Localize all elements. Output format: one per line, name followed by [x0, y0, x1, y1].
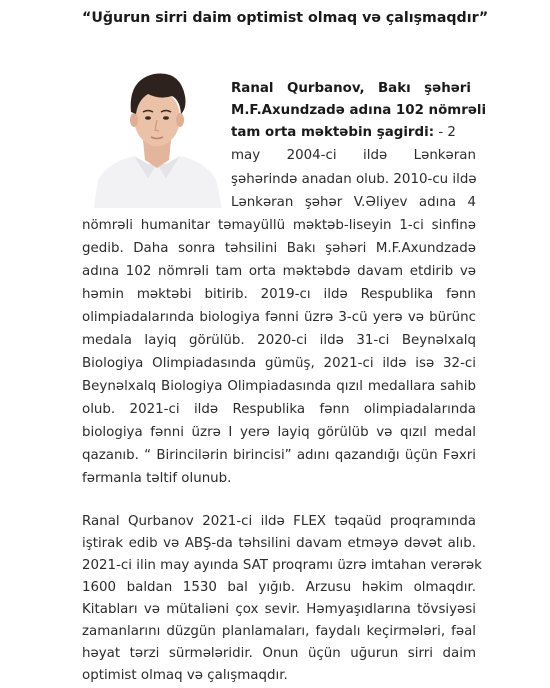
body-line-8: Beynəlxalq Biologiya Olimpiadasında qızıl medallara sahib	[82, 379, 476, 394]
intro-line-1: Ranal Qurbanov, Bakı şəhəri	[231, 81, 471, 96]
p2-line-2: iştirak edib və ABŞ-da təhsilini davam etməyə dəvət alıb.	[82, 536, 476, 551]
body-line-2: gedib. Daha sonra təhsilini Bakı şəhəri M.F.Axundzadə	[82, 241, 476, 256]
p2-line-3: 2021-ci ilin may ayında SAT proqramı üzrə imtahan verərək	[82, 558, 482, 573]
p2-line-8: optimist olmaq və çalışmaqdır.	[82, 668, 288, 683]
narrow-line-1: may 2004-ci ildə Lənkəran	[231, 148, 476, 163]
body-line-9: olub. 2021-ci ildə Respublika fənn olimpiadalarında	[82, 402, 476, 417]
p2-line-5: Kitabları və mütaliəni çox sevir. Həmyaşıdlarına tövsiyəsi	[82, 602, 476, 617]
body-line-10: biologiya fənni üzrə I yerə layiq görülüb və qızıl medal	[82, 425, 476, 440]
p2-line-4: 1600 baldan 1530 bal yığıb. Arzusu həkim olmaqdır.	[82, 580, 476, 595]
p2-line-6: zamanlarını düzgün planlamaları, faydalı keçirmələri, fəal	[82, 624, 476, 639]
intro-line-3-bold: tam orta məktəbin şagirdi:	[231, 125, 435, 140]
body-line-12: fərmanla təltif olunub.	[82, 471, 232, 486]
article-headline: “Uğurun sirri daim optimist olmaq və çalışmaqdır”	[82, 10, 489, 26]
narrow-line-3: Lənkəran şəhər V.Əliyev adına 4	[231, 195, 476, 210]
portrait-photo	[88, 60, 226, 208]
p2-line-1: Ranal Qurbanov 2021-ci ildə FLEX təqaüd proqramında	[82, 514, 476, 529]
intro-line-3	[231, 123, 476, 142]
intro-line-2: M.F.Axundzadə adına 102 nömrəli	[231, 103, 487, 118]
body-line-7: Biologiya Olimpiadasında gümüş, 2021-ci ildə isə 32-ci	[82, 356, 476, 371]
body-line-6: medala layiq görülüb. 2020-ci ildə 31-ci Beynəlxalq	[82, 333, 476, 348]
body-line-5: olimpiadalarında biologiya fənni üzrə 3-cü yerə və bürünc	[82, 310, 476, 325]
body-line-1: nömrəli humanitar təmayüllü məktəb-liseyin 1-ci sinfinə	[82, 218, 476, 233]
narrow-line-2: şəhərində anadan olub. 2010-cu ildə	[231, 172, 477, 187]
body-line-11: qazanıb. “ Birincilərin birincisi” adını qazandığı üçün Fəxri	[82, 448, 476, 463]
body-line-4: həmin məktəbi bitirib. 2019-cı ildə Respublika fənn	[82, 287, 476, 302]
intro-line-3-tail: - 2	[434, 125, 456, 140]
body-line-3: adına 102 nömrəli tam orta məktəbdə davam etdirib və	[82, 264, 476, 279]
person-portrait-icon	[88, 60, 226, 208]
p2-line-7: həyat tərzi sürmələridir. Onun üçün uğurun sirri daim	[82, 646, 476, 661]
